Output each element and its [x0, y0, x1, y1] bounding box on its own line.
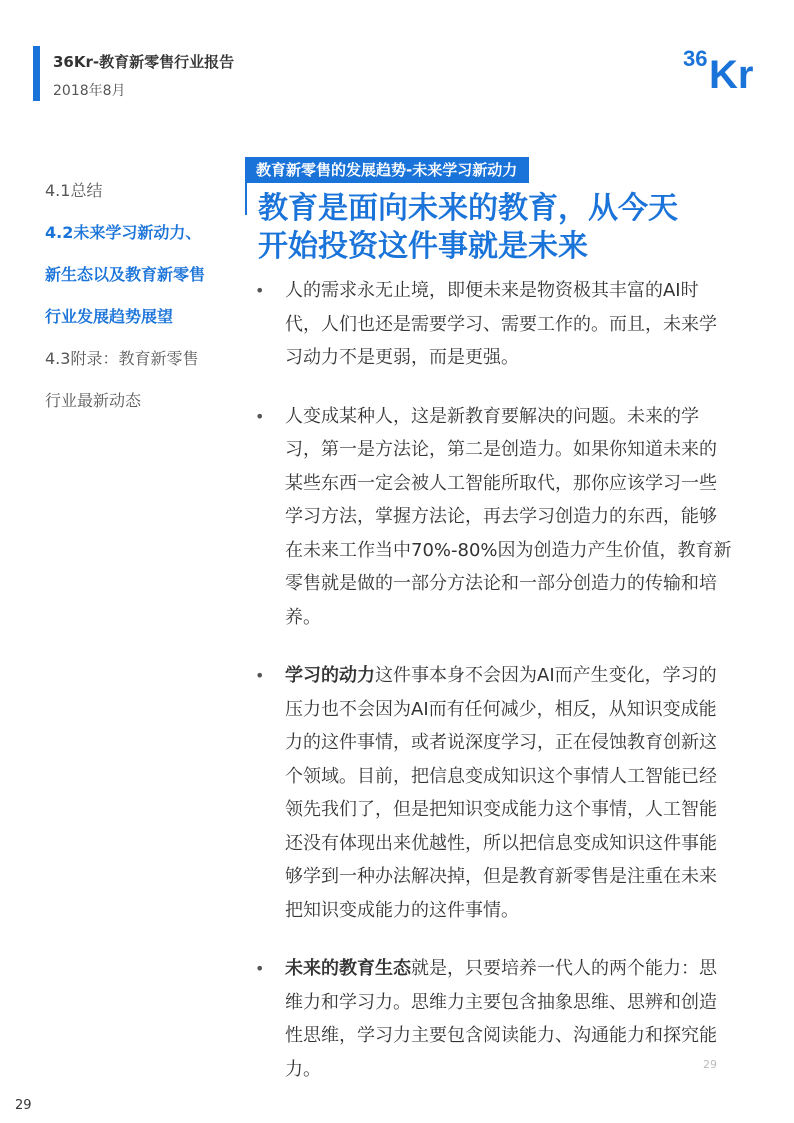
header-accent-bar: [33, 46, 40, 101]
bullet-dot-icon: •: [255, 281, 265, 300]
bullet-list: [255, 274, 733, 1111]
36kr-logo: [683, 44, 763, 92]
headline-line-1: 教育是面向未来的教育，从今天: [258, 191, 678, 226]
bullet-dot-icon: •: [255, 666, 265, 685]
bullet-text: 就是，只要培养一代人的两个能力：思维力和学习力。思维力主要包含抽象思维、思辨和创造性思维，学习力主要包含阅读能力、沟通能力和探究能力。: [285, 958, 717, 1080]
headline-line-2: 开始投资这件事就是未来: [258, 229, 588, 264]
nav-item-4-2-line3[interactable]: 行业发展趋势展望: [45, 307, 174, 326]
bullet-item: [255, 400, 733, 635]
bullet-lead: 学习的动力: [285, 665, 375, 686]
bullet-text: 人变成某种人，这是新教育要解决的问题。未来的学习，第一是方法论，第二是创造力。如果你知道未来的某些东西一定会被人工智能所取代，那你应该学习一些学习方法，掌握方法论，再去学习创造力的东西，能够在未来工作当中70%-80%因为创造力产生价值，教育新零售就是做的一部分方法论和一部分创造力的传输和培养。: [285, 405, 732, 628]
bullet-text: 人的需求永无止境，即便未来是物资极其丰富的AI时代，人们也还是需要学习、需要工作的。而且，未来学习动力不是更弱，而是更强。: [285, 280, 717, 368]
nav-item-4-3-line2[interactable]: 行业最新动态: [45, 391, 142, 410]
bullet-dot-icon: •: [255, 959, 265, 978]
bullet-item: [255, 659, 733, 927]
nav-item-4-2-line2[interactable]: 新生态以及教育新零售: [45, 265, 206, 284]
bullet-text: 这件事本身不会因为AI而产生变化，学习的压力也不会因为AI而有任何减少，相反，从知识变成能力的这件事情，或者说深度学习，正在侵蚀教育创新这个领域。目前，把信息变成知识这个事情人工智能已经领先我们了，但是把知识变成能力这个事情，人工智能还没有体现出来优越性，所以把信息变成知识这件事能够学到一种办法解决掉，但是教育新零售是注重在未来把知识变成能力的这件事情。: [285, 665, 717, 921]
svg-text:Kr: Kr: [709, 53, 754, 92]
bullet-dot-icon: •: [255, 406, 265, 426]
report-date: 2018年8月: [53, 83, 126, 99]
section-tag: 教育新零售的发展趋势-未来学习新动力: [245, 157, 529, 183]
report-title: 36Kr-教育新零售行业报告: [53, 53, 235, 71]
nav-item-4-2-line1[interactable]: 4.2未来学习新动力、: [45, 223, 202, 242]
nav-item-4-1[interactable]: 4.1总结: [45, 181, 103, 200]
bullet-item: [255, 952, 733, 1086]
page-number: 29: [15, 1098, 32, 1113]
section-navigation: [45, 170, 235, 422]
bullet-lead: 未来的教育生态: [285, 958, 411, 979]
inner-page-number: 29: [703, 1058, 717, 1071]
bullet-item: [255, 274, 733, 375]
svg-text:36: 36: [683, 46, 708, 71]
section-tag-rule: [245, 183, 247, 215]
nav-item-4-3-line1[interactable]: 4.3附录：教育新零售: [45, 349, 199, 368]
page-headline: [258, 190, 758, 266]
